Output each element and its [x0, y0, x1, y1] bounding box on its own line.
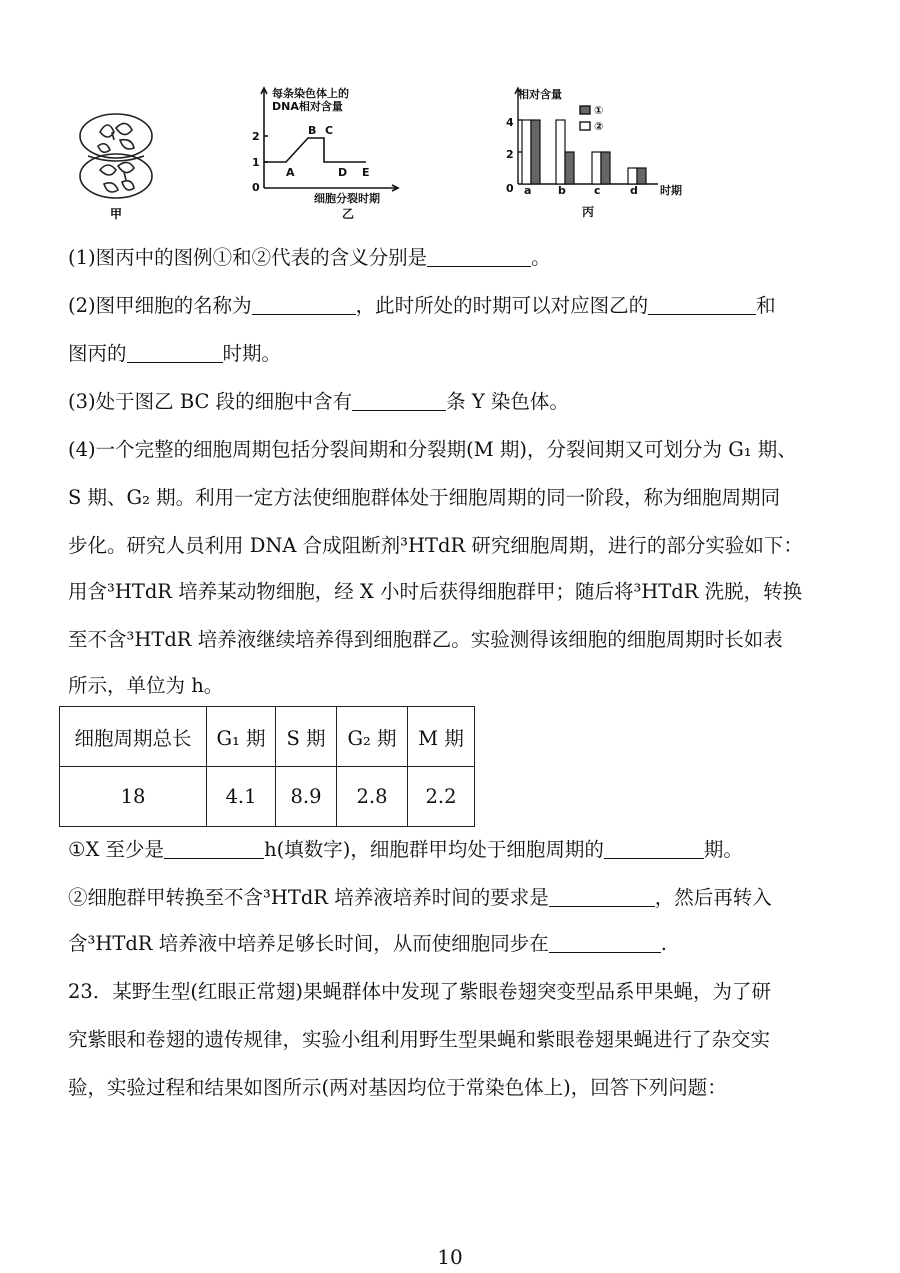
q2-blank-bing-stage[interactable]: [127, 342, 223, 363]
s1-text-c: 期。: [703, 838, 743, 861]
q4-line-3: 步化。研究人员利用 DNA 合成阻断剂³HTdR 研究细胞周期，进行的部分实验如下：: [68, 534, 803, 557]
q23-line-1: 23．某野生型(红眼正常翅)果蝇群体中发现了紫眼卷翅突变型品系甲果蝇，为了研: [68, 980, 772, 1003]
table-header-cell: S 期: [276, 707, 337, 767]
q2-text-e: 时期。: [222, 342, 282, 365]
table-header-cell: M 期: [408, 707, 475, 767]
figure-jia: [68, 80, 178, 222]
figure-yi: [228, 80, 418, 222]
bar-a-series-1: [522, 120, 531, 184]
table-cell: 8.9: [276, 767, 337, 827]
s1-blank-x[interactable]: [164, 838, 264, 859]
q2-text-a: (2)图甲细胞的名称为: [68, 294, 252, 317]
s2-text-d: .: [660, 932, 667, 955]
page-number: 10: [437, 1245, 463, 1269]
table-cell: 18: [60, 767, 207, 827]
s2-text-a: ②细胞群甲转换至不含³HTdR 培养液培养时间的要求是: [68, 886, 549, 909]
yi-point-b: B: [308, 124, 317, 137]
yi-ytick-0: 0: [252, 181, 260, 194]
figure-jia-label: 甲: [110, 207, 123, 221]
q3-blank[interactable]: [352, 390, 446, 411]
cell-cycle-table: [59, 706, 475, 827]
s2-text-c: 含³HTdR 培养液中培养足够长时间，从而使细胞同步在: [68, 932, 549, 955]
bar-d-series-1: [628, 168, 637, 184]
bing-cat-b: b: [558, 184, 566, 197]
question-2-line-2: [68, 341, 281, 367]
q4-line-2: S 期、G₂ 期。利用一定方法使细胞群体处于细胞周期的同一阶段，称为细胞周期同: [68, 486, 781, 509]
question-3: [68, 389, 569, 415]
s1-text-b: h(填数字)，细胞群甲均处于细胞周期的: [264, 838, 604, 861]
q4-line-1: (4)一个完整的细胞周期包括分裂间期和分裂期(M 期)，分裂间期又可划分为 G₁ 期、: [68, 438, 797, 461]
yi-point-c: C: [325, 124, 334, 137]
yi-ytick-2: 2: [252, 130, 260, 143]
bar-b-series-2: [565, 152, 574, 184]
bing-cat-a: a: [524, 184, 532, 197]
q2-text-d: 图丙的: [68, 342, 127, 365]
q2-text-b: ，此时所处的时期可以对应图乙的: [355, 294, 649, 317]
yi-xlabel: 细胞分裂时期: [314, 192, 380, 205]
bar-c-series-2: [601, 152, 610, 184]
question-1: [68, 245, 551, 271]
figure-bing-label: 丙: [582, 205, 595, 219]
bar-b-series-1: [556, 120, 565, 184]
q4-line-6: 所示，单位为 h。: [68, 674, 224, 697]
figure-yi-label: 乙: [342, 207, 355, 221]
q1-text: (1)图丙中的图例①和②代表的含义分别是: [68, 246, 428, 269]
q3-text-a: (3)处于图乙 BC 段的细胞中含有: [68, 390, 353, 413]
q3-text-b: 条 Y 染色体。: [446, 390, 569, 413]
q2-blank-cell-name[interactable]: [252, 294, 356, 315]
bing-legend-2: ②: [594, 120, 604, 133]
cell-outline-top: [80, 114, 152, 158]
sub-question-1: [68, 837, 743, 863]
table-header-cell: G₂ 期: [337, 707, 408, 767]
bing-ylabel: 相对含量: [518, 88, 562, 101]
bar-d-series-2: [637, 168, 646, 184]
q2-blank-yi-stage[interactable]: [648, 294, 756, 315]
sub-question-2-line-2: [68, 931, 667, 957]
bing-xlabel: 时期: [660, 184, 682, 197]
bing-ytick-4: 4: [506, 116, 514, 129]
table-header-cell: 细胞周期总长: [60, 707, 207, 767]
yi-point-d: D: [338, 166, 348, 179]
question-2-line-1: [68, 293, 776, 319]
yi-point-a: A: [286, 166, 295, 179]
bing-cat-d: d: [630, 184, 638, 197]
yi-ytick-1: 1: [252, 156, 260, 169]
table-cell: 2.2: [408, 767, 475, 827]
yi-point-e: E: [362, 166, 370, 179]
q1-end: 。: [531, 246, 551, 269]
bing-legend-swatch-1: [580, 106, 590, 114]
bar-a-series-2: [531, 120, 540, 184]
s2-blank-time[interactable]: [549, 886, 655, 907]
bing-legend-1: ①: [594, 104, 604, 117]
s2-text-b: ，然后再转入: [654, 886, 772, 909]
yi-ylabel-2: DNA相对含量: [272, 100, 343, 113]
table-cell: 2.8: [337, 767, 408, 827]
sub-question-2-line-1: [68, 885, 772, 911]
q4-line-5: 至不含³HTdR 培养液继续培养得到细胞群乙。实验测得该细胞的细胞周期时长如表: [68, 628, 783, 651]
q1-answer-blank[interactable]: [427, 246, 531, 267]
table-row: [60, 767, 475, 827]
s1-text-a: ①X 至少是: [68, 838, 165, 861]
yi-ylabel-1: 每条染色体上的: [272, 87, 349, 100]
table-cell: 4.1: [207, 767, 276, 827]
s2-blank-sync[interactable]: [549, 932, 661, 953]
q4-line-4: 用含³HTdR 培养某动物细胞，经 X 小时后获得细胞群甲；随后将³HTdR 洗脱，转换: [68, 580, 803, 603]
table-header-row: [60, 707, 475, 767]
q2-text-c: 和: [756, 294, 776, 317]
bing-ytick-2: 2: [506, 148, 514, 161]
table-header-cell: G₁ 期: [207, 707, 276, 767]
bing-cat-c: c: [594, 184, 601, 197]
s1-blank-phase[interactable]: [604, 838, 704, 859]
figures-strip: [68, 80, 700, 222]
q23-line-3: 验，实验过程和结果如图所示(两对基因均位于常染色体上)，回答下列问题：: [68, 1076, 727, 1099]
bing-ytick-0: 0: [506, 182, 514, 195]
bar-c-series-1: [592, 152, 601, 184]
bing-legend-swatch-2: [580, 122, 590, 130]
q23-line-2: 究紫眼和卷翅的遗传规律，实验小组利用野生型果蝇和紫眼卷翅果蝇进行了杂交实: [68, 1028, 771, 1051]
figure-bing: [500, 80, 700, 222]
yi-data-line: [264, 138, 366, 162]
